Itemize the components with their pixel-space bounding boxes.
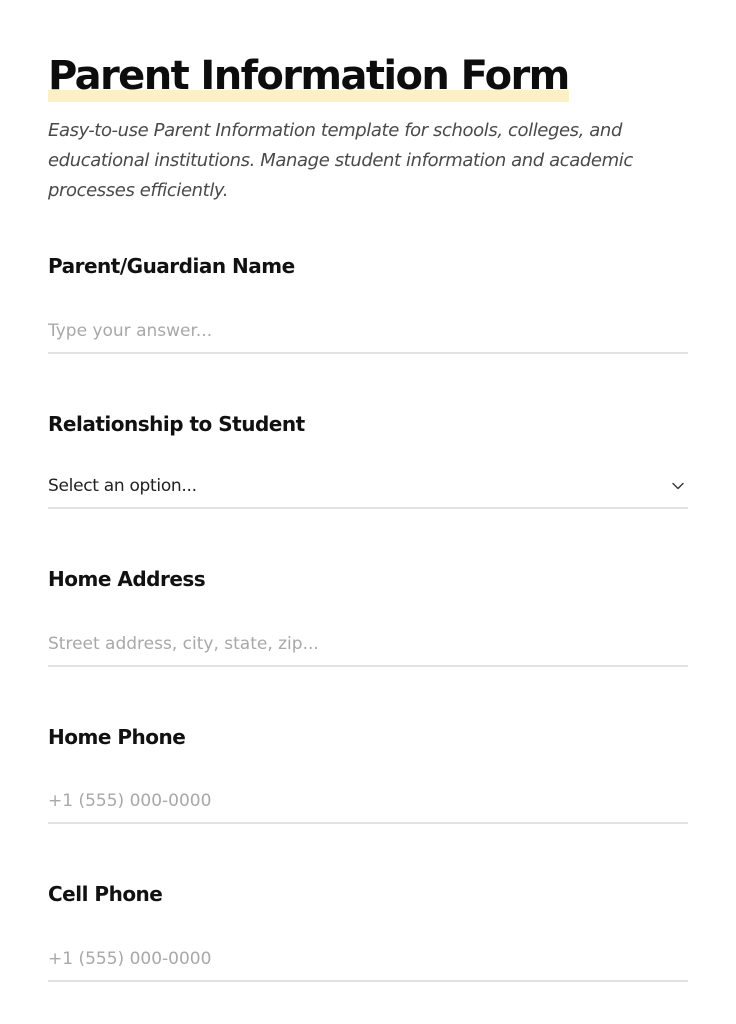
home-phone-input[interactable]: [48, 780, 688, 824]
home-phone-label: Home Phone: [48, 725, 186, 749]
cell-phone-input[interactable]: [48, 938, 688, 982]
form-header: [48, 50, 569, 102]
relationship-label: Relationship to Student: [48, 412, 305, 436]
page-title: Parent Information Form: [48, 53, 569, 99]
guardian-name-label: Parent/Guardian Name: [48, 254, 295, 278]
home-address-label: Home Address: [48, 567, 206, 591]
relationship-select[interactable]: [48, 465, 688, 509]
cell-phone-label: Cell Phone: [48, 882, 163, 906]
form-description: Easy-to-use Parent Information template for schools, colleges, and educational institutions. Manage student information and academic processes efficiently.: [48, 120, 633, 201]
home-address-input[interactable]: [48, 623, 688, 667]
relationship-select-value: Select an option...: [48, 476, 197, 496]
chevron-down-icon: [670, 478, 686, 494]
guardian-name-input[interactable]: [48, 310, 688, 354]
